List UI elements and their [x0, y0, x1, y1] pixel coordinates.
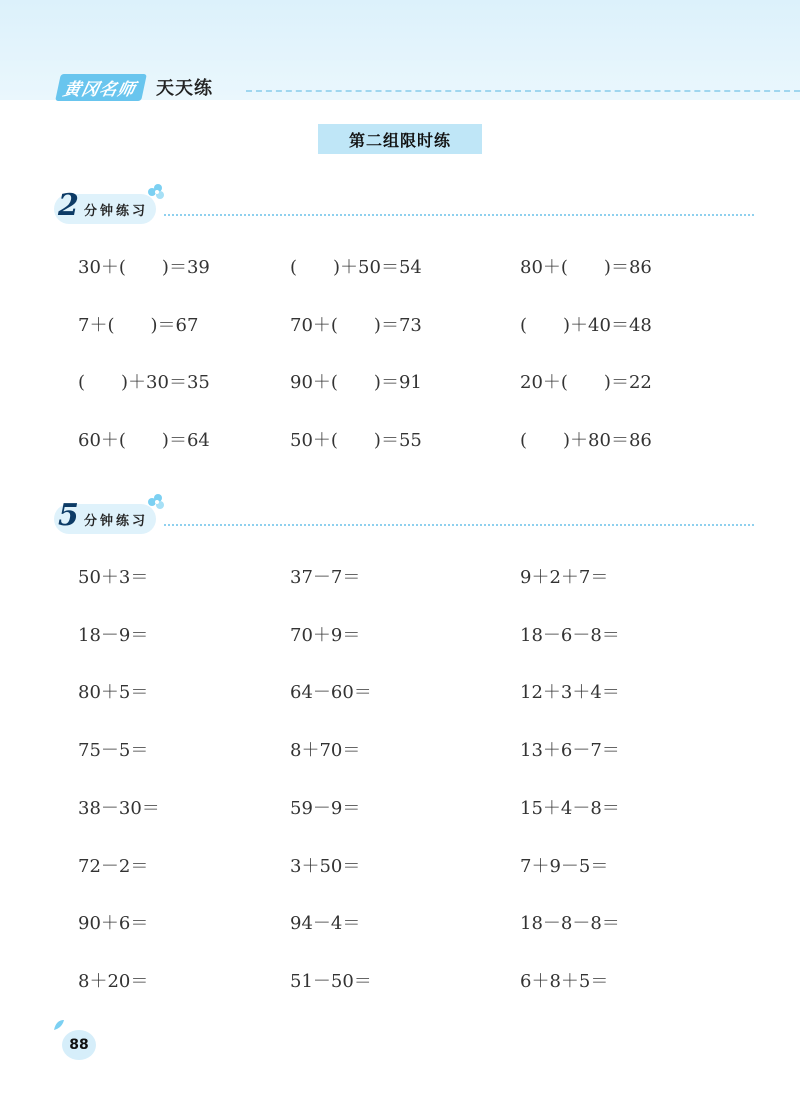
exercise-item: 90＋6＝: [78, 913, 149, 935]
exercise-item: 59－9＝: [290, 797, 361, 819]
header-divider: [246, 90, 800, 92]
exercise-item: 80＋5＝: [78, 682, 149, 704]
exercise-item: 51－50＝: [290, 970, 372, 992]
exercise-row: [78, 253, 738, 281]
exercise-item: ( )＋80＝86: [520, 429, 652, 451]
brand-subtitle: 天天练: [156, 78, 213, 99]
exercise-item: 64－60＝: [290, 682, 372, 704]
leaf-icon: [52, 1018, 66, 1032]
exercise-row: [78, 311, 738, 339]
exercise-item: 15＋4－8＝: [520, 797, 620, 819]
exercise-item: ( )＋50＝54: [290, 257, 422, 278]
exercise-row: [78, 678, 738, 706]
exercise-row: [78, 426, 738, 454]
exercise-item: 72－2＝: [78, 855, 149, 877]
exercise-item: 9＋2＋7＝: [520, 567, 609, 588]
page-title: 第二组限时练: [318, 124, 482, 154]
section-number: 2: [58, 188, 79, 223]
exercise-item: 8＋20＝: [78, 970, 149, 992]
section-2min-header: [54, 188, 754, 228]
exercise-item: 13＋6－7＝: [520, 740, 620, 762]
exercise-item: 6＋8＋5＝: [520, 970, 609, 992]
section-divider: [164, 524, 754, 526]
exercise-item: 50＋( )＝55: [290, 429, 422, 451]
exercise-item: 7＋( )＝67: [78, 314, 199, 336]
exercise-item: 18－9＝: [78, 624, 149, 646]
exercise-item: 37－7＝: [290, 567, 361, 588]
exercise-item: 7＋9－5＝: [520, 855, 609, 877]
exercise-item: 50＋3＝: [78, 567, 149, 588]
exercise-item: 70＋9＝: [290, 624, 361, 646]
exercise-row: [78, 794, 738, 822]
exercise-item: 18－8－8＝: [520, 913, 620, 935]
exercise-item: 8＋70＝: [290, 740, 361, 762]
exercise-item: ( )＋30＝35: [78, 372, 210, 393]
section-label: 分钟练习: [84, 514, 149, 529]
exercise-item: 3＋50＝: [290, 855, 361, 877]
section-5min-header: [54, 498, 754, 538]
flower-icon: [146, 182, 166, 202]
exercise-row: [78, 368, 738, 396]
exercise-item: 80＋( )＝86: [520, 257, 652, 278]
brand-logo: 黄冈名师: [55, 74, 147, 101]
exercise-item: 12＋3＋4＝: [520, 682, 620, 704]
exercise-item: 18－6－8＝: [520, 624, 620, 646]
flower-icon: [146, 492, 166, 512]
section-number: 5: [58, 498, 79, 533]
page-number: 88: [62, 1030, 96, 1060]
exercise-row: [78, 621, 738, 649]
exercise-item: 60＋( )＝64: [78, 429, 210, 451]
exercise-item: 70＋( )＝73: [290, 314, 422, 336]
exercise-row: [78, 909, 738, 937]
exercise-row: [78, 967, 738, 995]
brand: [58, 74, 213, 100]
exercise-item: 38－30＝: [78, 797, 160, 819]
exercise-item: 20＋( )＝22: [520, 372, 652, 393]
exercise-item: 94－4＝: [290, 913, 361, 935]
exercise-item: 30＋( )＝39: [78, 257, 210, 278]
exercise-row: [78, 852, 738, 880]
exercise-row: [78, 563, 738, 591]
exercise-item: 90＋( )＝91: [290, 372, 422, 393]
section-label: 分钟练习: [84, 204, 149, 219]
exercise-item: 75－5＝: [78, 740, 149, 762]
exercise-row: [78, 736, 738, 764]
section-divider: [164, 214, 754, 216]
exercise-item: ( )＋40＝48: [520, 314, 652, 336]
